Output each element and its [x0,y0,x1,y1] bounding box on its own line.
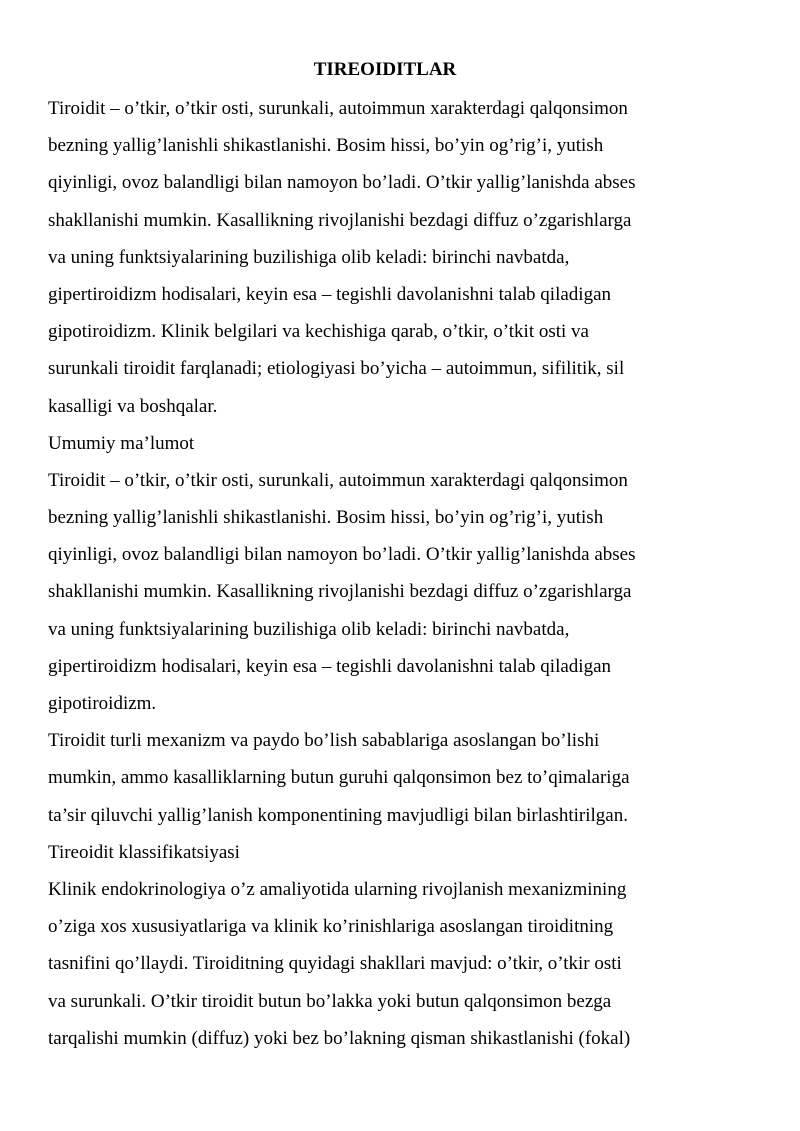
text-line: tarqalishi mumkin (diffuz) yoki bez bo’lakning qisman shikastlanishi (fokal) [48,1027,631,1049]
text-line: gipertiroidizm hodisalari, keyin esa – tegishli davolanishni talab qiladigan [48,283,612,305]
text-line: shakllanishi mumkin. Kasallikning rivojlanishi bezdagi diffuz o’zgarishlarga [48,209,632,231]
text-line: bezning yallig’lanishli shikastlanishi. Bosim hissi, bo’yin og’rig’i, yutish [48,135,604,157]
text-line: qiyinligi, ovoz balandligi bilan namoyon bo’ladi. O’tkir yallig’lanishda abses [48,172,636,194]
text-line: gipotiroidizm. [48,693,157,714]
text-line: mumkin, ammo kasalliklarning butun guruhi qalqonsimon bez to’qimalariga [48,767,630,789]
text-line: Tiroidit turli mexanizm va paydo bo’lish sabablariga asoslangan bo’lishi [48,730,600,752]
text-line: o’ziga xos xususiyatlariga va klinik ko’rinishlariga asoslangan tiroiditning [48,916,614,938]
text-line: va surunkali. O’tkir tiroidit butun bo’lakka yoki butun qalqonsimon bezga [48,990,612,1012]
text-line: qiyinligi, ovoz balandligi bilan namoyon bo’ladi. O’tkir yallig’lanishda abses [48,544,636,566]
text-line: tasnifini qo’llaydi. Tiroiditning quyidagi shakllari mavjud: o’tkir, o’tkir osti [48,953,622,975]
text-line: bezning yallig’lanishli shikastlanishi. Bosim hissi, bo’yin og’rig’i, yutish [48,507,604,529]
text-line: Tiroidit – o’tkir, o’tkir osti, surunkali, autoimmun xarakterdagi qalqonsimon [48,98,628,119]
text-line: va uning funktsiyalarining buzilishiga olib keladi: birinchi navbatda, [48,618,570,640]
text-line: Tiroidit – o’tkir, o’tkir osti, surunkali, autoimmun xarakterdagi qalqonsimon [48,469,628,491]
text-line: Klinik endokrinologiya o’z amaliyotida ularning rivojlanish mexanizmining [48,878,627,900]
text-line: shakllanishi mumkin. Kasallikning rivojlanishi bezdagi diffuz o’zgarishlarga [48,581,632,603]
text-line: va uning funktsiyalarining buzilishiga olib keladi: birinchi navbatda, [48,246,570,268]
text-line: kasalligi va boshqalar. [48,395,218,417]
text-line: ta’sir qiluvchi yallig’lanish komponentining mavjudligi bilan birlashtirilgan. [48,804,628,826]
section-heading: Tireoidit klassifikatsiyasi [48,841,240,863]
section-heading: Umumiy ma’lumot [48,432,195,454]
text-line: gipertiroidizm hodisalari, keyin esa – tegishli davolanishni talab qiladigan [48,655,612,677]
document-body [48,90,760,1057]
text-line: surunkali tiroidit farqlanadi; etiologiyasi bo’yicha – autoimmun, sifilitik, sil [48,358,625,380]
document-title: TIREOIDITLAR [313,59,457,80]
text-line: gipotiroidizm. Klinik belgilari va kechishiga qarab, o’tkir, o’tkit osti va [48,321,589,343]
